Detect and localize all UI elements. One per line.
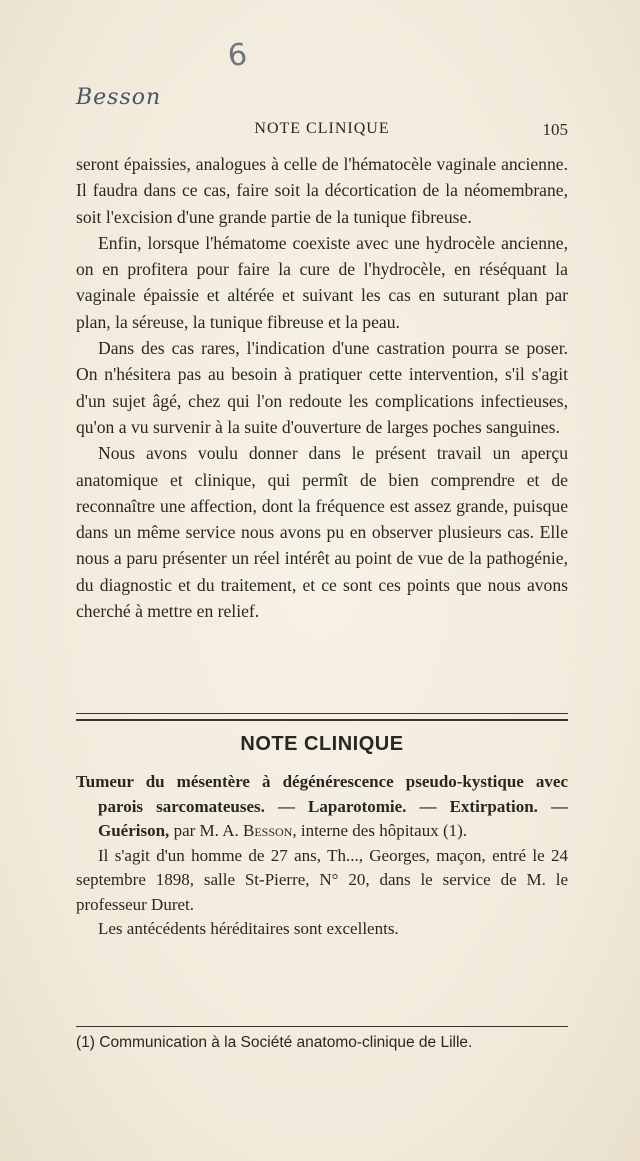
footnote-marker: (1)	[76, 1034, 95, 1051]
running-header	[76, 120, 568, 144]
paragraph: Nous avons voulu donner dans le présent travail un aperçu anatomique et clinique, qui permît de bien comprendre et de reconnaître une affection, dont la fréquence est assez grande, puisque dans un même service nous avons pu en observer plusieurs cas. Elle nous a paru présenter un réel intérêt au point de vue de la pathogénie, du diagnostic et du traitement, et ce sont ces points que nous avons cherché à mettre en relief.	[76, 443, 568, 622]
paragraph: seront épaissies, analogues à celle de l'hématocèle vaginale ancienne. Il faudra dans ce cas, faire soit la décortication de la néomembrane, soit l'excision d'une grande partie de la tunique fibreuse.	[76, 154, 568, 227]
clinical-note	[76, 770, 568, 942]
note-author: Besson	[242, 821, 293, 840]
paragraph: Il s'agit d'un homme de 27 ans, Th..., Georges, maçon, entré le 24 septembre 1898, salle St-Pierre, N° 20, dans le service de M. le professeur Duret.	[76, 845, 568, 914]
body-text	[76, 151, 568, 624]
footnote-text: Communication à la Société anatomo-clinique de Lille.	[94, 1034, 473, 1051]
note-heading	[76, 770, 568, 844]
paragraph: Enfin, lorsque l'hématome coexiste avec une hydrocèle ancienne, on en profitera pour faire la cure de l'hydrocèle, en réséquant la vaginale épaissie et altérée et suivant les cas en suturant plan par plan, la séreuse, la tunique fibreuse et la peau.	[76, 232, 568, 332]
footnote	[76, 1032, 568, 1054]
note-heading-rest: , interne des hôpitaux (1).	[292, 821, 468, 840]
paragraph: Dans des cas rares, l'indication d'une castration pourra se poser. On n'hésitera pas au besoin à pratiquer cette intervention, s'il s'agit d'un sujet âgé, chez qui l'on redoute les complications infectieuses, qu'on a vu survenir à la suite d'ouverture de larges poches sanguines.	[76, 338, 568, 437]
handwritten-number: 6	[226, 37, 249, 74]
paragraph: Les antécédents héréditaires sont excellents.	[98, 919, 399, 938]
note-heading-by: par M. A.	[169, 821, 243, 840]
section-title: NOTE CLINIQUE	[240, 733, 404, 755]
footnote-rule	[76, 1026, 568, 1027]
page-number: 105	[542, 120, 568, 139]
running-title: NOTE CLINIQUE	[254, 120, 390, 137]
handwritten-name: Besson	[76, 85, 162, 110]
note-heading-bold: Tumeur du mésentère à dégénérescence pseudo-kystique avec parois sarcomateuses. — Laparotomie. — Extirpation. — Guérison,	[76, 772, 568, 840]
section-divider	[76, 713, 568, 721]
